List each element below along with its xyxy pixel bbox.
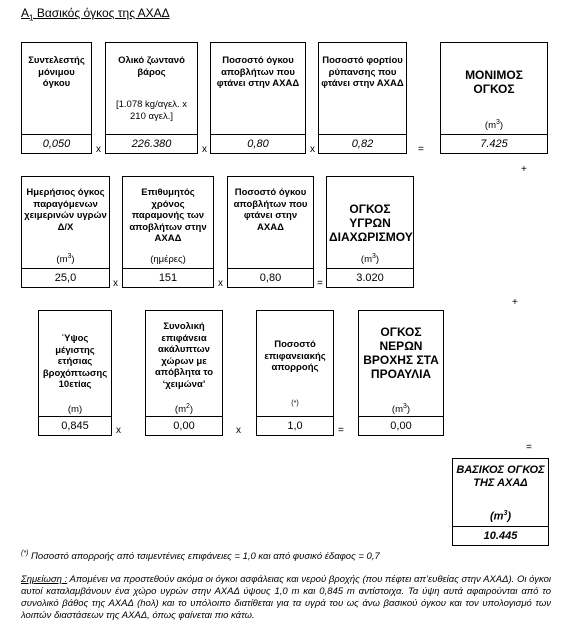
box-value: 3.020: [327, 268, 413, 287]
uncovered-surface-box: [145, 310, 223, 436]
basic-volume-box: [452, 458, 549, 546]
box-value: 0,80: [228, 268, 313, 287]
box-note: [1.078 kg/αγελ. x 210 αγελ.]: [116, 99, 187, 122]
box-value: 0,00: [146, 416, 222, 435]
box-value: 1,0: [257, 416, 333, 435]
footnote: (*) Ποσοστό απορροής από τσιμεντένιες επιφάνειες = 1,0 και από φυσικό έδαφος = 0,7: [21, 550, 380, 563]
box-label: ΟΓΚΟΣ ΥΓΡΩΝ ΔΙΑΧΩΡΙΣΜΟΥ: [329, 202, 413, 244]
box-label: Ολικό ζωντανό βάρος: [118, 55, 185, 78]
multiply-operator: x: [96, 144, 101, 155]
section-title: $A_1$ Βασικός όγκος της ΑΧΑΔ: [21, 6, 170, 23]
pollution-load-share-box: [318, 42, 407, 154]
surface-runoff-box: [256, 310, 334, 436]
box-value: 0,82: [319, 134, 406, 153]
box-unit: $(m^3)$: [391, 402, 411, 415]
box-unit: $(m^3)$: [489, 510, 512, 523]
remark-paragraph: Σημείωση : Απομένει να προστεθούν ακόμα οι όγκοι ασφάλειας και νερού βροχής (που πέφτει απ’ευθείας στην ΑΧΑΔ). Οι όγκοι αυτοί καταλαμβάνουν ένα χώρο υγρών στην ΑΧΑΔ ύψους 1,0 m και 0,845 m αντίστοιχα. Τα ύψη αυτά αφαιρούνται από το συνολικό βάθος της ΑΧΑΔ (hολ) και το υπόλοιπο διατίθεται για τα υγρά του ως άνω βασικού όγκου και τον υπολογισμό των λοιπών διαστάσεων της ΑΧΑΔ, όπως φαίνεται πιο κάτω.: [21, 574, 551, 621]
box-unit: $(m^3)$: [360, 252, 380, 265]
max-rainfall-height-box: [38, 310, 112, 436]
box-label: ΒΑΣΙΚΟΣ ΟΓΚΟΣ ΤΗΣ ΑΧΑΔ: [456, 464, 545, 489]
box-value: 151: [123, 268, 213, 287]
multiply-operator: x: [218, 278, 223, 289]
equals-operator: =: [418, 144, 424, 155]
equals-operator: =: [317, 278, 323, 289]
daily-winter-liquids-box: [21, 176, 110, 288]
total-live-weight-box: [105, 42, 198, 154]
box-label: Επιθυμητός χρόνος παραμονής των αποβλήτων στην ΑΧΑΔ: [129, 187, 207, 244]
waste-volume-share-box: [210, 42, 306, 154]
separation-liquids-volume-box: [326, 176, 414, 288]
box-unit: $(m^3)$: [484, 118, 504, 131]
permanent-volume-box: [440, 42, 548, 154]
multiply-operator: x: [236, 425, 241, 436]
box-value: 0,80: [211, 134, 305, 153]
box-value: 0,050: [22, 134, 91, 153]
box-label: Ποσοστό όγκου αποβλήτων που φτάνει στην ΑΧΑΔ: [216, 55, 300, 89]
waste-volume-share-box: [227, 176, 314, 288]
box-unit: $(m^2)$: [174, 402, 194, 415]
box-value: 10.445: [453, 526, 548, 545]
box-value: 226.380: [106, 134, 197, 153]
box-unit: (*): [291, 400, 299, 407]
box-label: Ημερήσιος όγκος παραγόμενων χειμερινών υγρών Δ/Χ: [24, 187, 107, 233]
box-value: 7.425: [441, 134, 547, 153]
equals-operator: =: [526, 442, 532, 453]
box-label: Συνολική επιφάνεια ακάλυπτων χώρων με απόβλητα το ‘χειμώνα’: [154, 321, 214, 390]
box-label: Ποσοστό φορτίου ρύπανσης που φτάνει στην ΑΧΑΔ: [321, 55, 404, 89]
box-label: ΟΓΚΟΣ ΝΕΡΩΝ ΒΡΟΧΗΣ ΣΤΑ ΠΡΟΑΥΛΙΑ: [363, 325, 439, 381]
box-unit: (m): [67, 404, 83, 415]
box-label: Ύψος μέγιστης ετήσιας βροχόπτωσης 10ετίας: [42, 333, 108, 390]
box-value: 25,0: [22, 268, 109, 287]
box-value: 0,845: [39, 416, 111, 435]
box-label: Συντελεστής μόνιμου όγκου: [28, 55, 85, 89]
equals-operator: =: [338, 425, 344, 436]
retention-time-box: [122, 176, 214, 288]
box-unit: $(m^3)$: [56, 252, 75, 265]
box-value: 0,00: [359, 416, 443, 435]
coefficient-permanent-volume-box: [21, 42, 92, 154]
plus-operator: +: [521, 164, 527, 175]
multiply-operator: x: [310, 144, 315, 155]
box-label: ΜΟΝΙΜΟΣ ΟΓΚΟΣ: [465, 68, 523, 96]
rainwater-yard-volume-box: [358, 310, 444, 436]
box-label: Ποσοστό όγκου αποβλήτων που φτάνει στην ΑΧΑΔ: [233, 187, 308, 233]
plus-operator: +: [512, 297, 518, 308]
multiply-operator: x: [202, 144, 207, 155]
box-unit: (ημέρες): [150, 254, 186, 265]
multiply-operator: x: [116, 425, 121, 436]
multiply-operator: x: [113, 278, 118, 289]
box-label: Ποσοστό επιφανειακής απορροής: [264, 339, 326, 373]
